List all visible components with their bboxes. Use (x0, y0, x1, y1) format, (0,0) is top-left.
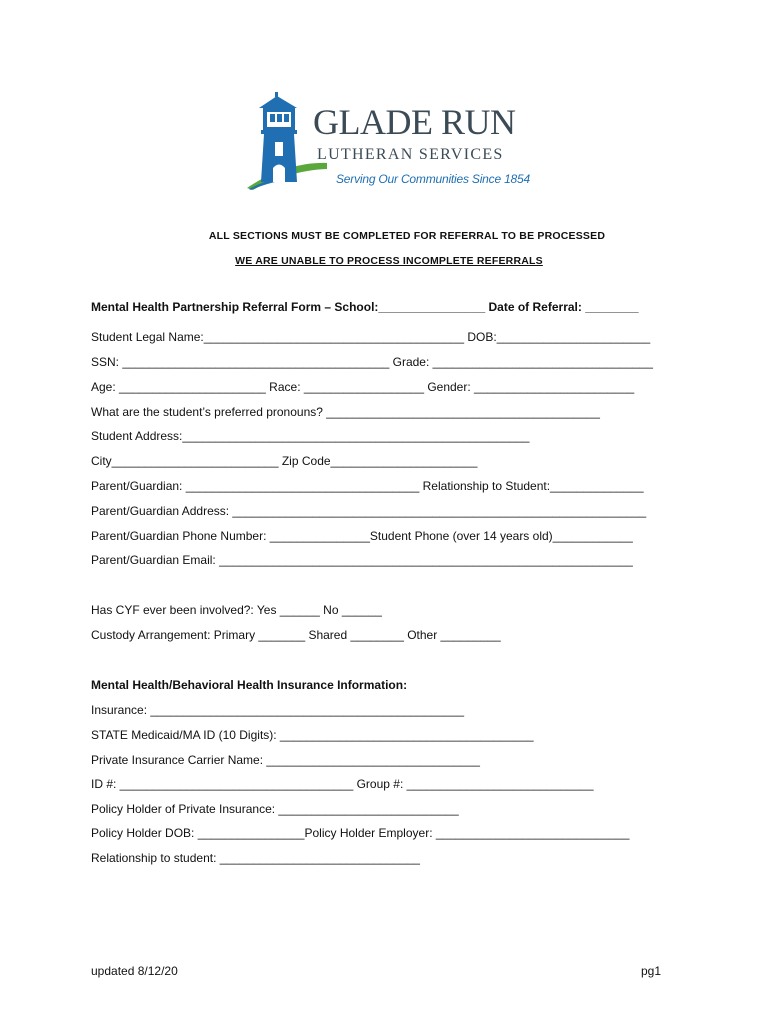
pronouns-line: What are the student’s preferred pronouns? _________________________________________ (91, 405, 600, 419)
custody-arrangement-line: Custody Arrangement: Primary _______ Shared ________ Other _________ (91, 628, 501, 642)
form-title: Mental Health Partnership Referral Form – School:________________ Date of Referral: ________ (91, 300, 639, 314)
insurance-heading: Mental Health/Behavioral Health Insurance Information: (91, 678, 408, 692)
cyf-involved-line: Has CYF ever been involved?: Yes ______ No ______ (91, 603, 382, 617)
city-zip-line: City_________________________ Zip Code______________________ (91, 454, 478, 468)
ssn-grade-line: SSN: ________________________________________ Grade: _________________________________ (91, 355, 653, 369)
logo-tagline: Serving Our Communities Since 1854 (336, 172, 530, 186)
footer-page-number: pg1 (641, 964, 662, 978)
insurance-line: Insurance: _______________________________________________ (91, 703, 465, 717)
notice-complete-all-sections: ALL SECTIONS MUST BE COMPLETED FOR REFERRAL TO BE PROCESSED (208, 230, 606, 242)
glade-run-logo (245, 90, 535, 195)
logo-subtitle: LUTHERAN SERVICES (317, 146, 504, 163)
policy-dob-employer-line: Policy Holder DOB: ________________Policy Holder Employer: _____________________________ (91, 826, 630, 840)
id-group-line: ID #: ___________________________________ Group #: ____________________________ (91, 777, 594, 791)
policy-holder-line: Policy Holder of Private Insurance: ___________________________ (91, 802, 459, 816)
age-race-gender-line: Age: ______________________ Race: __________________ Gender: ________________________ (91, 380, 635, 394)
parent-email-line: Parent/Guardian Email: ______________________________________________________________ (91, 553, 633, 567)
medicaid-id-line: STATE Medicaid/MA ID (10 Digits): ______________________________________ (91, 728, 534, 742)
parent-address-line: Parent/Guardian Address: ______________________________________________________________ (91, 504, 647, 518)
parent-guardian-line: Parent/Guardian: ___________________________________ Relationship to Student:______________ (91, 479, 644, 493)
student-legal-name-line: Student Legal Name:_______________________________________ DOB:_______________________ (91, 330, 651, 344)
relationship-line: Relationship to student: ______________________________ (91, 851, 420, 865)
student-address-line: Student Address:____________________________________________________ (91, 429, 530, 443)
private-carrier-line: Private Insurance Carrier Name: ________________________________ (91, 753, 480, 767)
logo-name: GLADE RUN (313, 102, 516, 142)
parent-phone-line: Parent/Guardian Phone Number: _______________Student Phone (over 14 years old)____________ (91, 529, 633, 543)
notice-incomplete-referrals: WE ARE UNABLE TO PROCESS INCOMPLETE REFERRALS (235, 255, 543, 267)
footer-updated: updated 8/12/20 (91, 964, 178, 978)
